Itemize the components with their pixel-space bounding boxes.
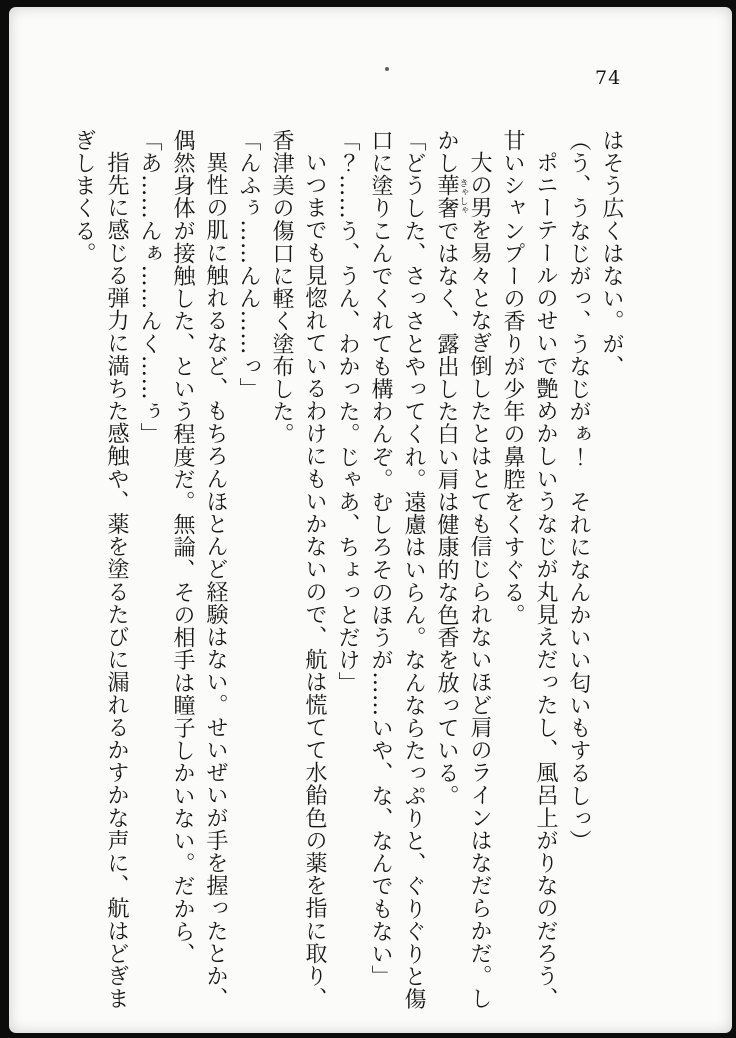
paragraph: ポニーテールのせいで艶めかしいうなじが丸見えだったし、風呂上がりなのだろう、甘いシャンプーの香りが少年の鼻腔をくすぐる。 — [500, 129, 558, 1010]
paragraph: （う、うなじがっ、うなじがぁ！ それになんかいい匂いもするしっ） — [566, 129, 591, 853]
paragraph: 「あ……んぁ……んく……ぅ」 — [137, 129, 162, 446]
paragraph: 異性の肌に触れるなど、もちろんほとんど経験はない。せいぜいが手を握ったとか、偶然身体が接触した、という程度だ。無論、その相手は瞳子しかいない。だから、 — [170, 129, 228, 1010]
paragraph: 「どうした、さっさとやってくれ。遠慮はいらん。なんならたっぷりと、ぐりぐりと傷口に塗りこんでくれても構わんぞ。むしろそのほうが……いや、な、なんでもない」 — [368, 129, 426, 1011]
page-text — [67, 129, 628, 1013]
page-number: 74 — [595, 67, 622, 89]
paragraph: 指先に感じる弾力に満ちた感触や、薬を塗るたびに漏れるかすかな声に、航はどぎまぎしまくる。 — [71, 129, 129, 1010]
book-page — [9, 7, 732, 1033]
ruby-annotated-word: 華奢きゃしゃ — [434, 174, 468, 220]
paragraph: 大の男を易々となぎ倒したとはとても信じられないほど肩のラインはなだらかだ。しかし華奢きゃしゃではなく、露出した白い肩は健康的な色香を放っている。 — [434, 129, 492, 1010]
paragraph: 「？……う、うん、わかった。じゃあ、ちょっとだけ」 — [335, 129, 360, 694]
scan-speck — [385, 67, 389, 71]
paragraph: はそう広くはない。が、 — [599, 129, 624, 378]
paragraph: いつまでも見惚れているわけにもいかないので、航は慌てて水飴色の薬を指に取り、香津美の傷口に軽く塗布した。 — [269, 129, 327, 1010]
paragraph: 「んふぅ……んん……っ」 — [236, 129, 261, 401]
furigana: きゃしゃ — [457, 174, 468, 220]
